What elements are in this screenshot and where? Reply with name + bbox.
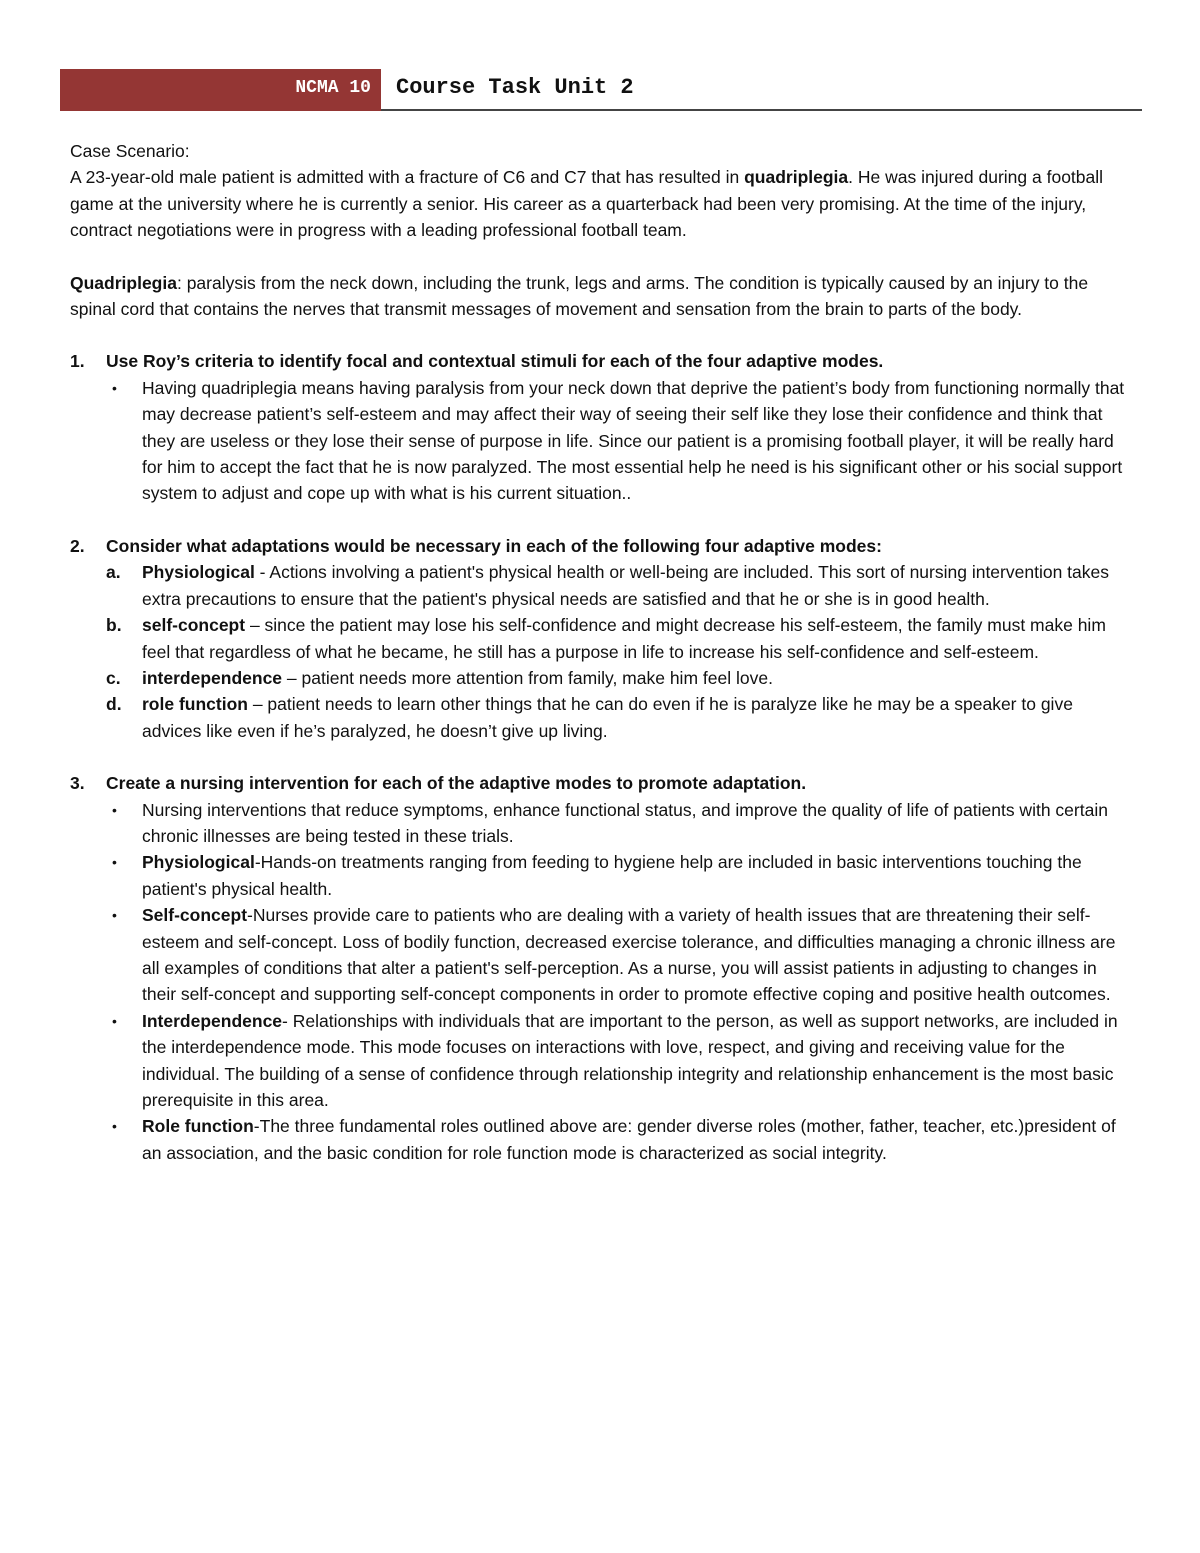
case-scenario-text: A 23-year-old male patient is admitted with a fracture of C6 and C7 that has resulted in quadriplegia. He was injured during a football game at the university where he is currently a senior. His career as a quarterback had been very promising. At the time of the injury, contract negotiations were in progress with a leading professional football team. (70, 167, 1104, 241)
q3-item-role-function: • Role function-The three fundamental roles outlined above are: gender diverse roles (mother, father, teacher, etc.)president of an association, and the basic condition for role function mode is characterized as social integrity. (70, 1113, 1130, 1166)
q3-intro: • Nursing interventions that reduce symptoms, enhance functional status, and improve the quality of life of patients with certain chronic illnesses are being tested in these trials. (70, 797, 1130, 850)
q2-item-a: a. Physiological - Actions involving a patient's physical health or well-being are included. This sort of nursing intervention takes extra precautions to ensure that the patient's physical needs are satisfied and that he or she is in good health. (106, 562, 1109, 609)
q3-item-physiological: • Physiological-Hands-on treatments ranging from feeding to hygiene help are included in basic interventions touching the patient's physical health. (70, 849, 1130, 902)
document-body (70, 138, 1130, 1166)
course-code: NCMA 10 (295, 78, 371, 98)
definition-term: Quadriplegia (70, 272, 177, 293)
case-highlight: quadriplegia (744, 167, 849, 188)
header-divider (381, 109, 1142, 111)
header-accent-bar (60, 69, 381, 111)
bullet-icon: • (112, 801, 117, 818)
q2-item-b: b. self-concept – since the patient may lose his self-confidence and might decrease his self-esteem, the family must make him feel that regardless of what he became, he still has a purpose in life to increase his self-confidence and self-esteem. (106, 615, 1106, 662)
q2-item-c: c. interdependence – patient needs more attention from family, make him feel love. (106, 667, 773, 688)
definition-paragraph: Quadriplegia: paralysis from the neck down, including the trunk, legs and arms. The condition is typically caused by an injury to the spinal cord that contains the nerves that transmit messages of movement and sensation from the brain to parts of the body. (70, 272, 1089, 320)
question-1: 1. Use Roy’s criteria to identify focal and contextual stimuli for each of the four adaptive modes. (70, 351, 884, 372)
q3-item-interdependence: • Interdependence- Relationships with individuals that are important to the person, as well as support networks, are included in the interdependence mode. This mode focuses on interactions with love, respect, and giving and receiving value for the individual. The building of a sense of confidence through relationship integrity and relationship enhancement is the most basic prerequisite in this area. (70, 1008, 1130, 1114)
q2-item-d: d. role function – patient needs to learn other things that he can do even if he is paralyze like he may be a speaker to give advices like even if he’s paralyzed, he doesn’t give up living. (106, 694, 1073, 741)
question-3: 3. Create a nursing intervention for each of the adaptive modes to promote adaptation. (70, 773, 807, 794)
bullet-icon: • (112, 1118, 117, 1135)
bullet-icon: • (112, 379, 117, 396)
document-title: Course Task Unit 2 (396, 75, 634, 100)
q3-item-self-concept: • Self-concept-Nurses provide care to patients who are dealing with a variety of health issues that are threatening their self-esteem and self-concept. Loss of bodily function, decreased exercise tolerance, and difficulties managing a chronic illness are all examples of conditions that alter a patient's self-perception. As a nurse, you will assist patients in adjusting to changes in their self-concept and supporting self-concept components in order to promote effective coping and positive health outcomes. (70, 902, 1130, 1008)
bullet-icon: • (112, 907, 117, 924)
bullet-icon: • (112, 854, 117, 871)
q1-answer: • Having quadriplegia means having paralysis from your neck down that deprive the patient’s body from functioning normally that may decrease patient’s self-esteem and may affect their way of seeing their self like they lose their confidence and think that they are useless or they lose their sense of purpose in life. Since our patient is a promising football player, it will be really hard for him to accept the fact that he is now paralyzed. The most essential help he need is his significant other or his social support system to adjust and cope up with what is his current situation.. (70, 375, 1130, 507)
bullet-icon: • (112, 1012, 117, 1029)
question-2: 2. Consider what adaptations would be necessary in each of the following four adaptive modes: (70, 535, 882, 556)
case-heading: Case Scenario: (70, 141, 190, 161)
